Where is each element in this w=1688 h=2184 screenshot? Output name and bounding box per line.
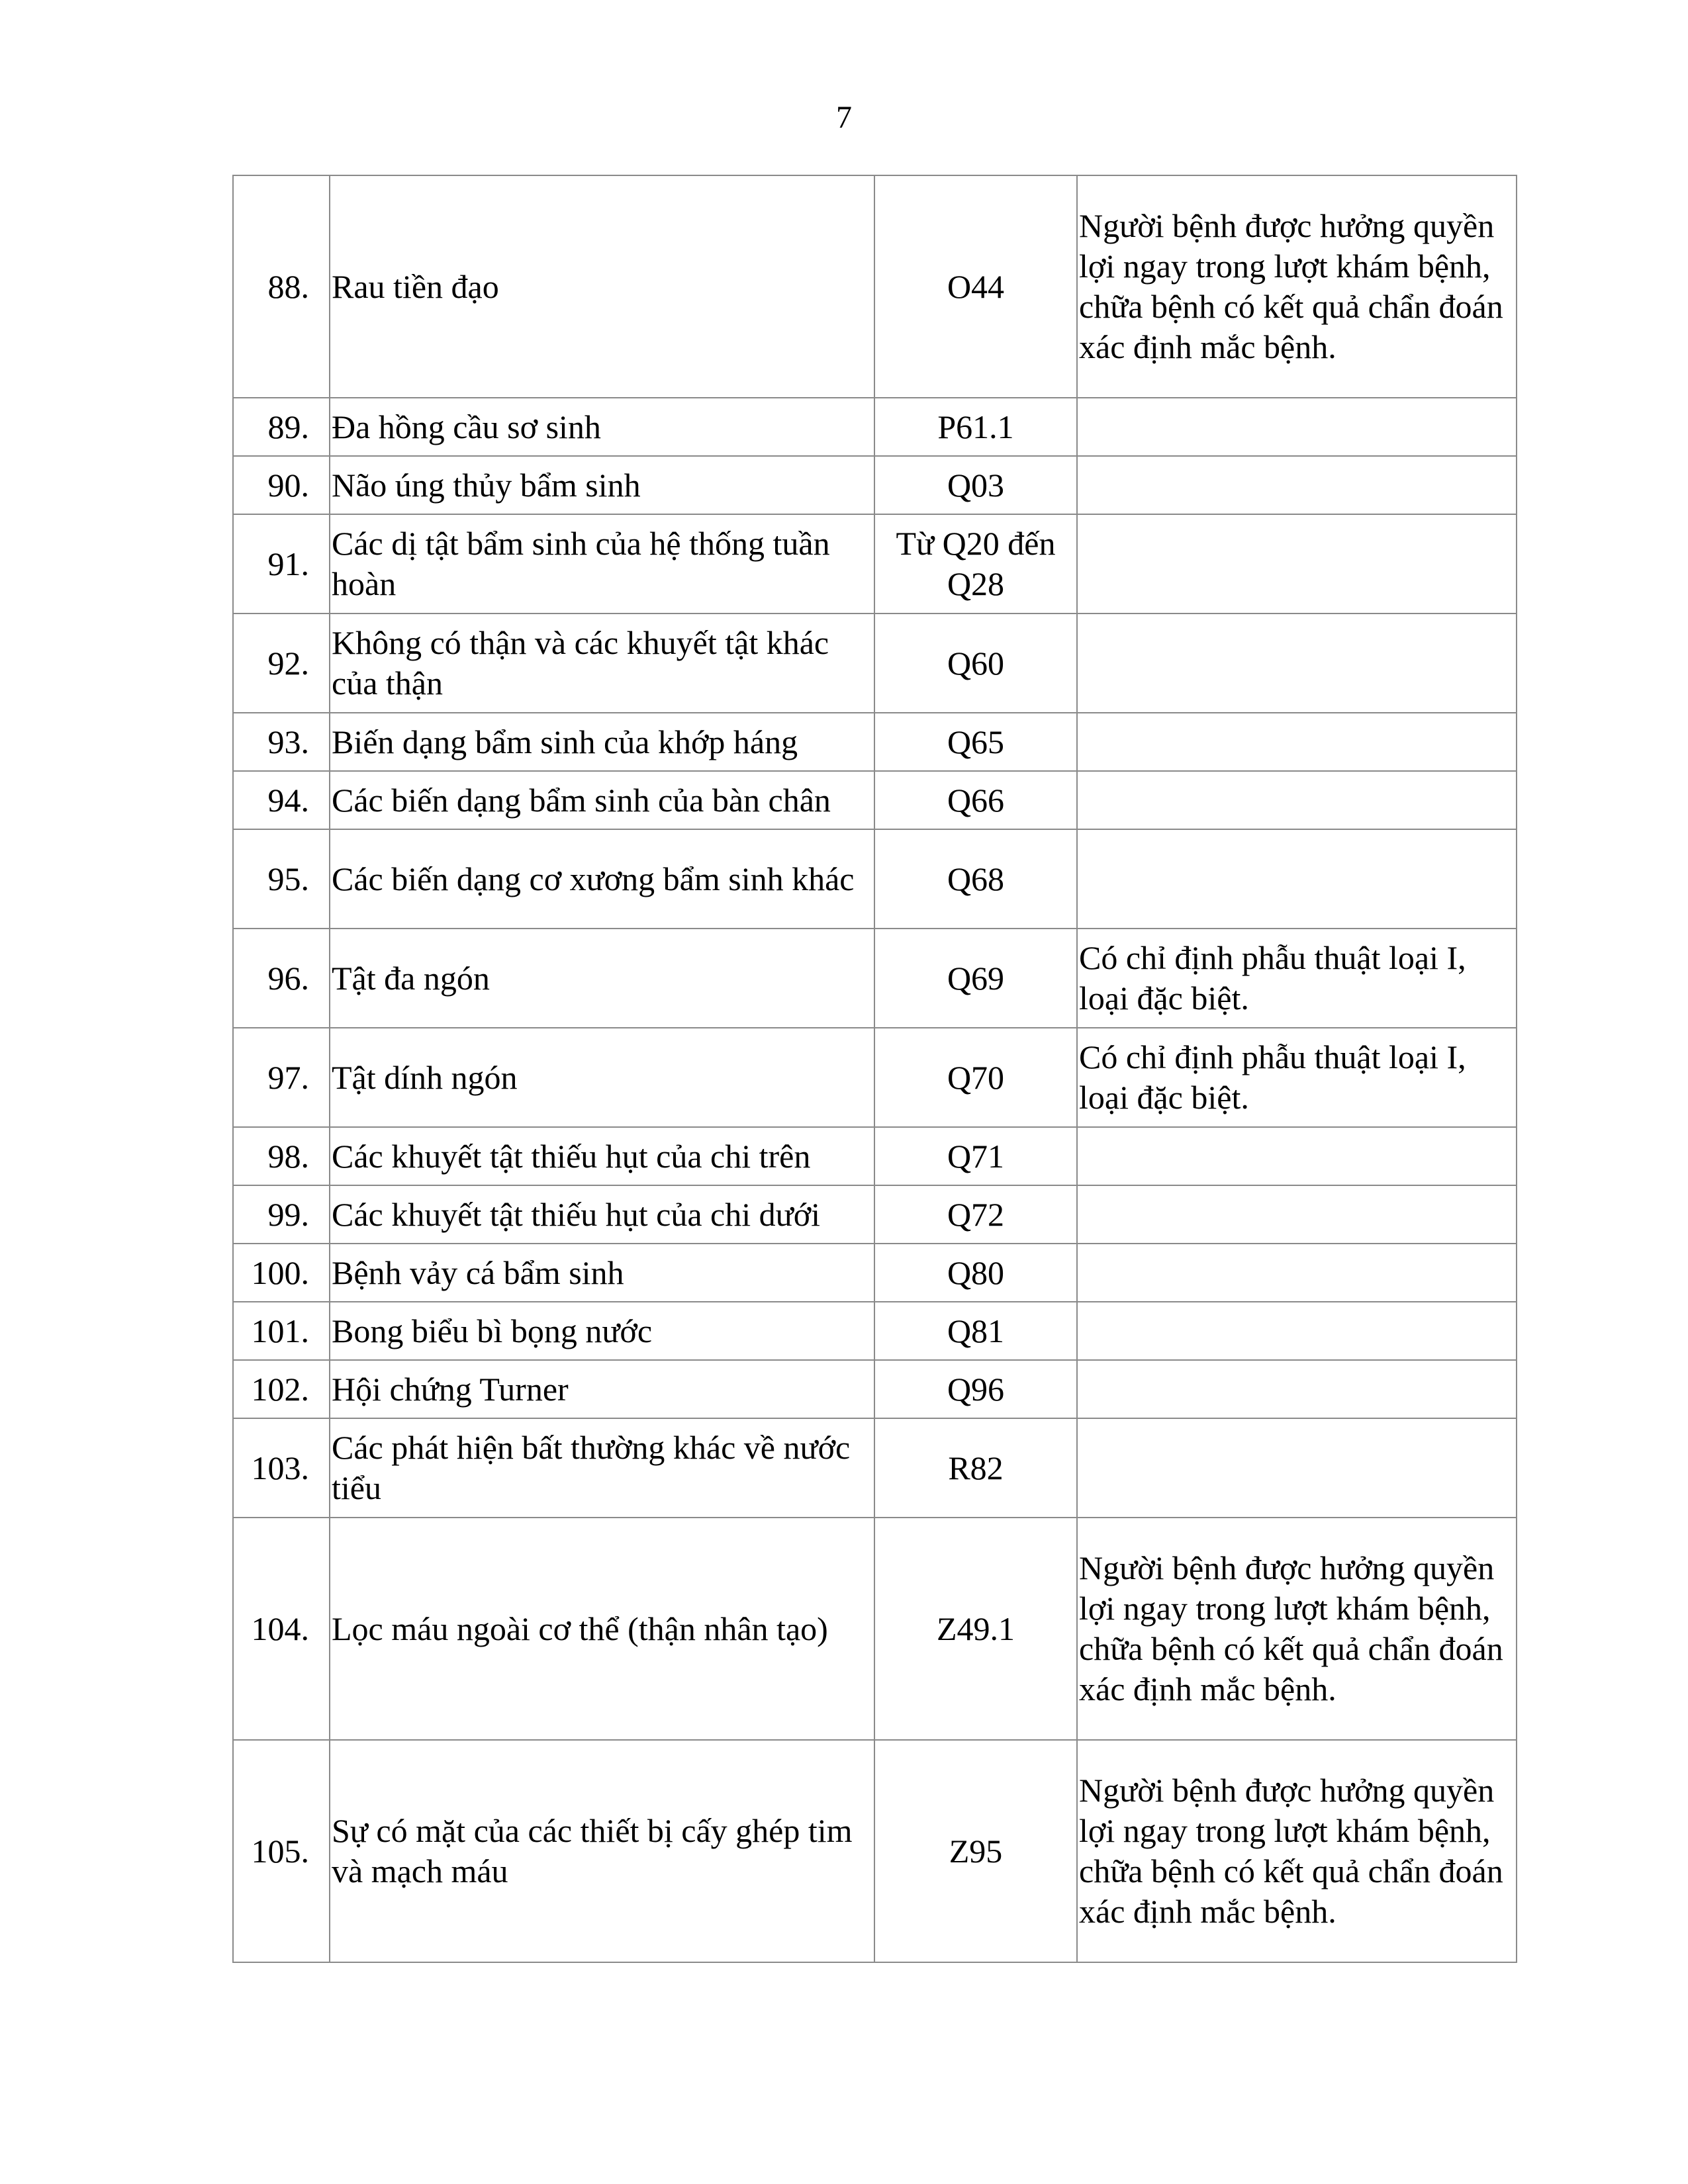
table-row (233, 614, 1517, 713)
row-note: Có chỉ định phẫu thuật loại I, loại đặc biệt. (1077, 1028, 1517, 1127)
disease-name: Bệnh vảy cá bẩm sinh (330, 1244, 874, 1302)
row-note: Người bệnh được hưởng quyền lợi ngay trong lượt khám bệnh, chữa bệnh có kết quả chẩn đoán xác định mắc bệnh. (1077, 1518, 1517, 1740)
disease-name: Các biến dạng bẩm sinh của bàn chân (330, 771, 874, 829)
row-number: 98. (233, 1127, 330, 1185)
icd-code: Q65 (874, 713, 1077, 771)
table-row (233, 1418, 1517, 1518)
icd-code: Q96 (874, 1360, 1077, 1418)
disease-name: Rau tiền đạo (330, 175, 874, 398)
icd-code: Q69 (874, 929, 1077, 1028)
row-note (1077, 1360, 1517, 1418)
table-row (233, 1360, 1517, 1418)
row-number: 102. (233, 1360, 330, 1418)
row-note (1077, 713, 1517, 771)
row-note (1077, 398, 1517, 456)
disease-name: Các khuyết tật thiếu hụt của chi trên (330, 1127, 874, 1185)
table-row (233, 1127, 1517, 1185)
icd-code: Z95 (874, 1740, 1077, 1962)
row-note (1077, 1244, 1517, 1302)
table-row (233, 929, 1517, 1028)
table-row (233, 398, 1517, 456)
icd-code: Q66 (874, 771, 1077, 829)
icd-code: Q03 (874, 456, 1077, 514)
icd-code: P61.1 (874, 398, 1077, 456)
disease-name: Hội chứng Turner (330, 1360, 874, 1418)
row-number: 103. (233, 1418, 330, 1518)
icd-code: Z49.1 (874, 1518, 1077, 1740)
row-number: 92. (233, 614, 330, 713)
row-note (1077, 514, 1517, 614)
row-note (1077, 1185, 1517, 1244)
disease-name: Biến dạng bẩm sinh của khớp háng (330, 713, 874, 771)
disease-table (232, 175, 1517, 1963)
table-row (233, 829, 1517, 929)
row-number: 104. (233, 1518, 330, 1740)
table-row (233, 1244, 1517, 1302)
table-row (233, 1028, 1517, 1127)
row-note (1077, 829, 1517, 929)
icd-code: Q72 (874, 1185, 1077, 1244)
row-note (1077, 771, 1517, 829)
row-number: 96. (233, 929, 330, 1028)
table-row (233, 175, 1517, 398)
row-number: 94. (233, 771, 330, 829)
row-note (1077, 1418, 1517, 1518)
disease-name: Sự có mặt của các thiết bị cấy ghép tim và mạch máu (330, 1740, 874, 1962)
row-number: 97. (233, 1028, 330, 1127)
row-number: 88. (233, 175, 330, 398)
icd-code: Từ Q20 đến Q28 (874, 514, 1077, 614)
row-note: Người bệnh được hưởng quyền lợi ngay trong lượt khám bệnh, chữa bệnh có kết quả chẩn đoán xác định mắc bệnh. (1077, 1740, 1517, 1962)
disease-name: Các khuyết tật thiếu hụt của chi dưới (330, 1185, 874, 1244)
disease-name: Đa hồng cầu sơ sinh (330, 398, 874, 456)
disease-name: Tật dính ngón (330, 1028, 874, 1127)
icd-code: Q80 (874, 1244, 1077, 1302)
table-row (233, 1302, 1517, 1360)
disease-name: Các phát hiện bất thường khác về nước tiểu (330, 1418, 874, 1518)
table-row (233, 771, 1517, 829)
row-note: Có chỉ định phẫu thuật loại I, loại đặc biệt. (1077, 929, 1517, 1028)
disease-name: Lọc máu ngoài cơ thể (thận nhân tạo) (330, 1518, 874, 1740)
row-note (1077, 1127, 1517, 1185)
row-note (1077, 614, 1517, 713)
table-row (233, 1740, 1517, 1962)
row-number: 105. (233, 1740, 330, 1962)
disease-name: Không có thận và các khuyết tật khác của thận (330, 614, 874, 713)
icd-code: Q71 (874, 1127, 1077, 1185)
row-number: 91. (233, 514, 330, 614)
disease-name: Các biến dạng cơ xương bẩm sinh khác (330, 829, 874, 929)
disease-name: Não úng thủy bẩm sinh (330, 456, 874, 514)
icd-code: Q70 (874, 1028, 1077, 1127)
table-row (233, 713, 1517, 771)
row-number: 89. (233, 398, 330, 456)
disease-name: Các dị tật bẩm sinh của hệ thống tuần hoàn (330, 514, 874, 614)
icd-code: R82 (874, 1418, 1077, 1518)
row-number: 100. (233, 1244, 330, 1302)
icd-code: O44 (874, 175, 1077, 398)
icd-code: Q60 (874, 614, 1077, 713)
row-number: 101. (233, 1302, 330, 1360)
table-row (233, 1185, 1517, 1244)
page-number: 7 (836, 100, 852, 135)
table-row (233, 514, 1517, 614)
disease-name: Tật đa ngón (330, 929, 874, 1028)
row-number: 95. (233, 829, 330, 929)
disease-name: Bong biểu bì bọng nước (330, 1302, 874, 1360)
icd-code: Q68 (874, 829, 1077, 929)
row-number: 90. (233, 456, 330, 514)
row-number: 99. (233, 1185, 330, 1244)
row-note: Người bệnh được hưởng quyền lợi ngay trong lượt khám bệnh, chữa bệnh có kết quả chẩn đoán xác định mắc bệnh. (1077, 175, 1517, 398)
icd-code: Q81 (874, 1302, 1077, 1360)
row-note (1077, 456, 1517, 514)
table-row (233, 456, 1517, 514)
row-note (1077, 1302, 1517, 1360)
table-row (233, 1518, 1517, 1740)
row-number: 93. (233, 713, 330, 771)
